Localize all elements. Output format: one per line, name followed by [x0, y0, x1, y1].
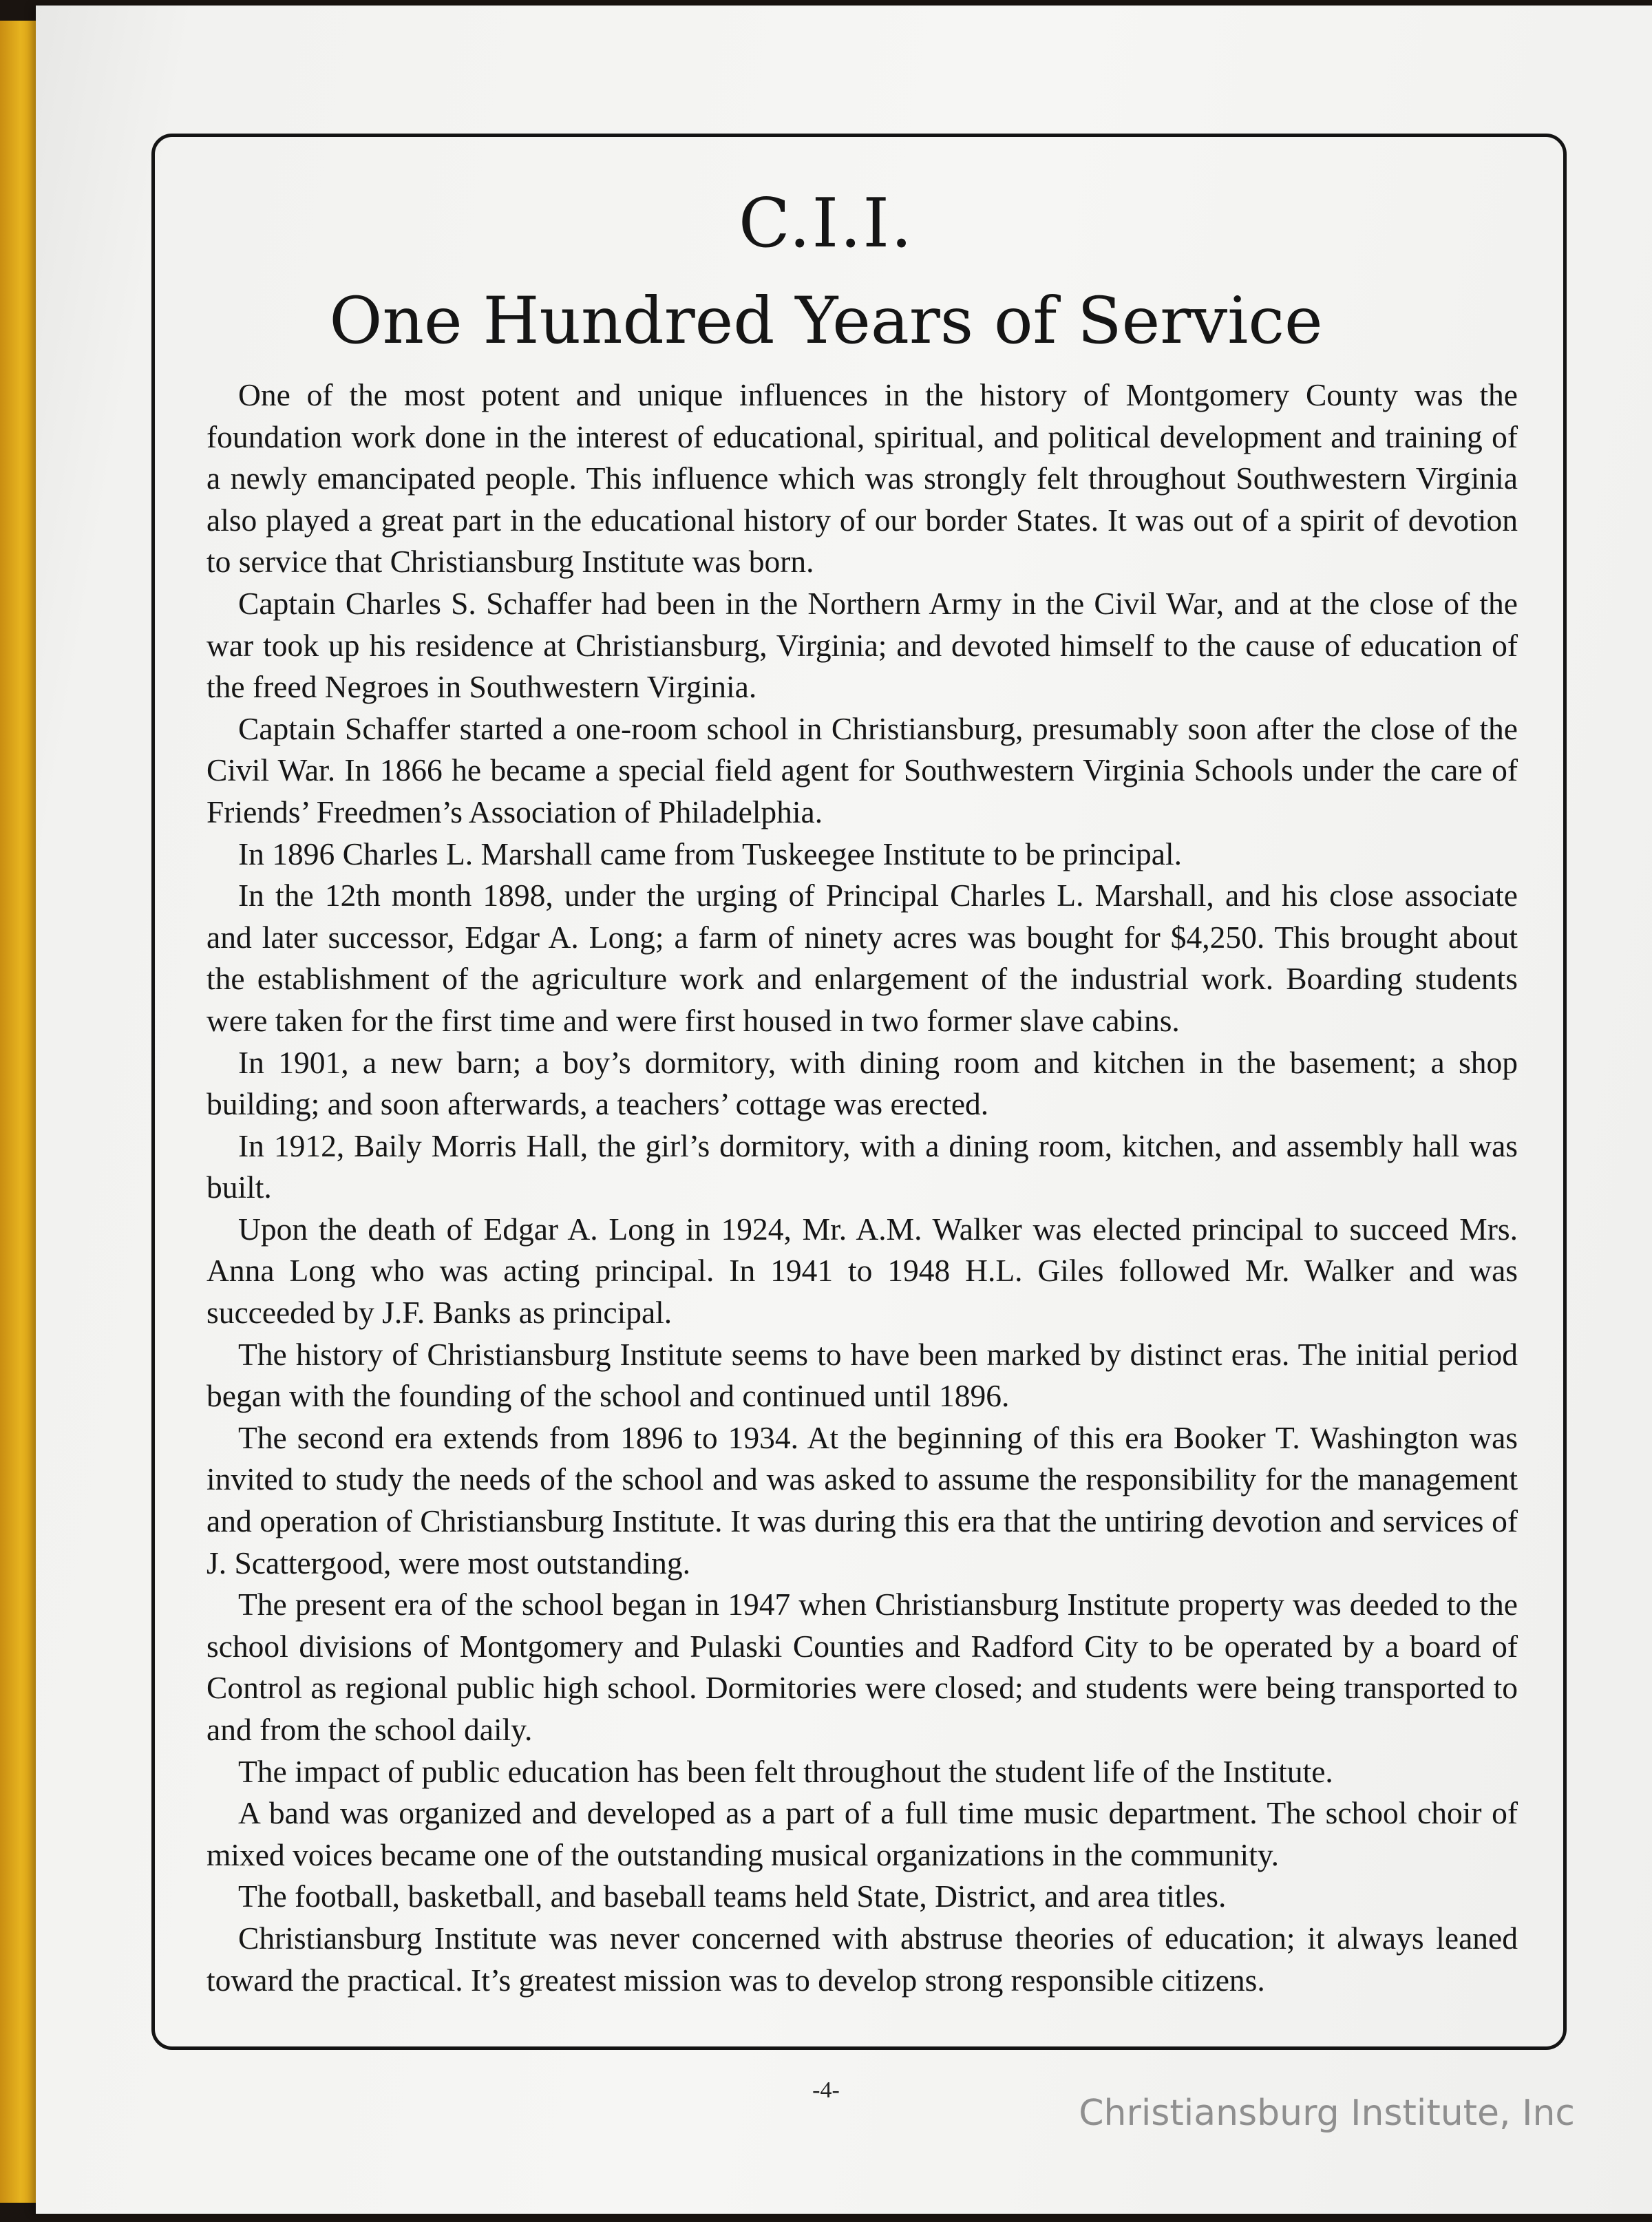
article-body — [206, 374, 1518, 2001]
paragraph-12: The impact of public education has been felt throughout the student life of the Institute. — [238, 1753, 1333, 1789]
page-number: -4- — [812, 2077, 840, 2103]
paragraph-4: In 1896 Charles L. Marshall came from Tuskeegee Institute to be principal. — [238, 836, 1182, 871]
paragraph-8: Upon the death of Edgar A. Long in 1924, Mr. A.M. Walker was elected principal to succeed Mrs. Anna Long who was acting principal. In 1941 to 1948 H.L. Giles followed Mr. Walker and was succeeded by J.F. Banks as principal. — [206, 1211, 1518, 1331]
paragraph-3: Captain Schaffer started a one-room school in Christiansburg, presumably soon after the close of the Civil War. In 1866 he became a special field agent for Southwestern Virginia Schools under the care of Friends’ Freedmen’s Association of Philadelphia. — [206, 710, 1518, 829]
paragraph-5: In the 12th month 1898, under the urging of Principal Charles L. Marshall, and his close associate and later successor, Edgar A. Long; a farm of ninety acres was bought for $4,250. This brought about the establishment of the agriculture work and enlargement of the industrial work. Boarding students were taken for the first time and were first housed in two former slave cabins. — [206, 878, 1518, 1038]
page-subtitle: One Hundred Years of Service — [329, 284, 1323, 359]
paragraph-10: The second era extends from 1896 to 1934. At the beginning of this era Booker T. Washington was invited to study the needs of the school and was asked to assume the responsibility for the management and operation of Christiansburg Institute. It was during this era that the untiring devotion and services of J. Scattergood, were most outstanding. — [206, 1419, 1518, 1580]
paragraph-15: Christiansburg Institute was never concerned with abstruse theories of education; it always leaned toward the practical. It’s greatest mission was to develop strong responsible citizens. — [206, 1920, 1518, 1998]
paragraph-6: In 1901, a new barn; a boy’s dormitory, with dining room and kitchen in the basement; a shop building; and soon afterwards, a teachers’ cottage was erected. — [206, 1044, 1518, 1122]
paragraph-11: The present era of the school began in 1947 when Christiansburg Institute property was deeded to the school divisions of Montgomery and Pulaski Counties and Radford City to be operated by a board of Control as regional public high school. Dormitories were closed; and students were being transported to and from the school daily. — [206, 1587, 1518, 1747]
paragraph-9: The history of Christiansburg Institute seems to have been marked by distinct eras. The initial period began with the founding of the school and continued until 1896. — [206, 1336, 1518, 1414]
paragraph-14: The football, basketball, and baseball teams held State, District, and area titles. — [238, 1879, 1227, 1914]
paragraph-2: Captain Charles S. Schaffer had been in the Northern Army in the Civil War, and at the close of the war took up his residence at Christiansburg, Virginia; and devoted himself to the cause of education of the freed Negroes in Southwestern Virginia. — [206, 585, 1518, 705]
paragraph-7: In 1912, Baily Morris Hall, the girl’s dormitory, with a dining room, kitchen, and assembly hall was built. — [206, 1128, 1518, 1205]
page-title: C.I.I. — [738, 184, 914, 263]
watermark-text: Christiansburg Institute, Inc — [1079, 2093, 1575, 2134]
paragraph-1: One of the most potent and unique influences in the history of Montgomery County was the foundation work done in the interest of educational, spiritual, and political development and training of a newly emancipated people. This influence which was strongly felt throughout Southwestern Virginia also played a great part in the educational history of our border States. It was out of a spirit of devotion to service that Christiansburg Institute was born. — [206, 377, 1518, 580]
paragraph-13: A band was organized and developed as a part of a full time music department. The school choir of mixed voices became one of the outstanding musical organizations in the community. — [206, 1795, 1518, 1872]
